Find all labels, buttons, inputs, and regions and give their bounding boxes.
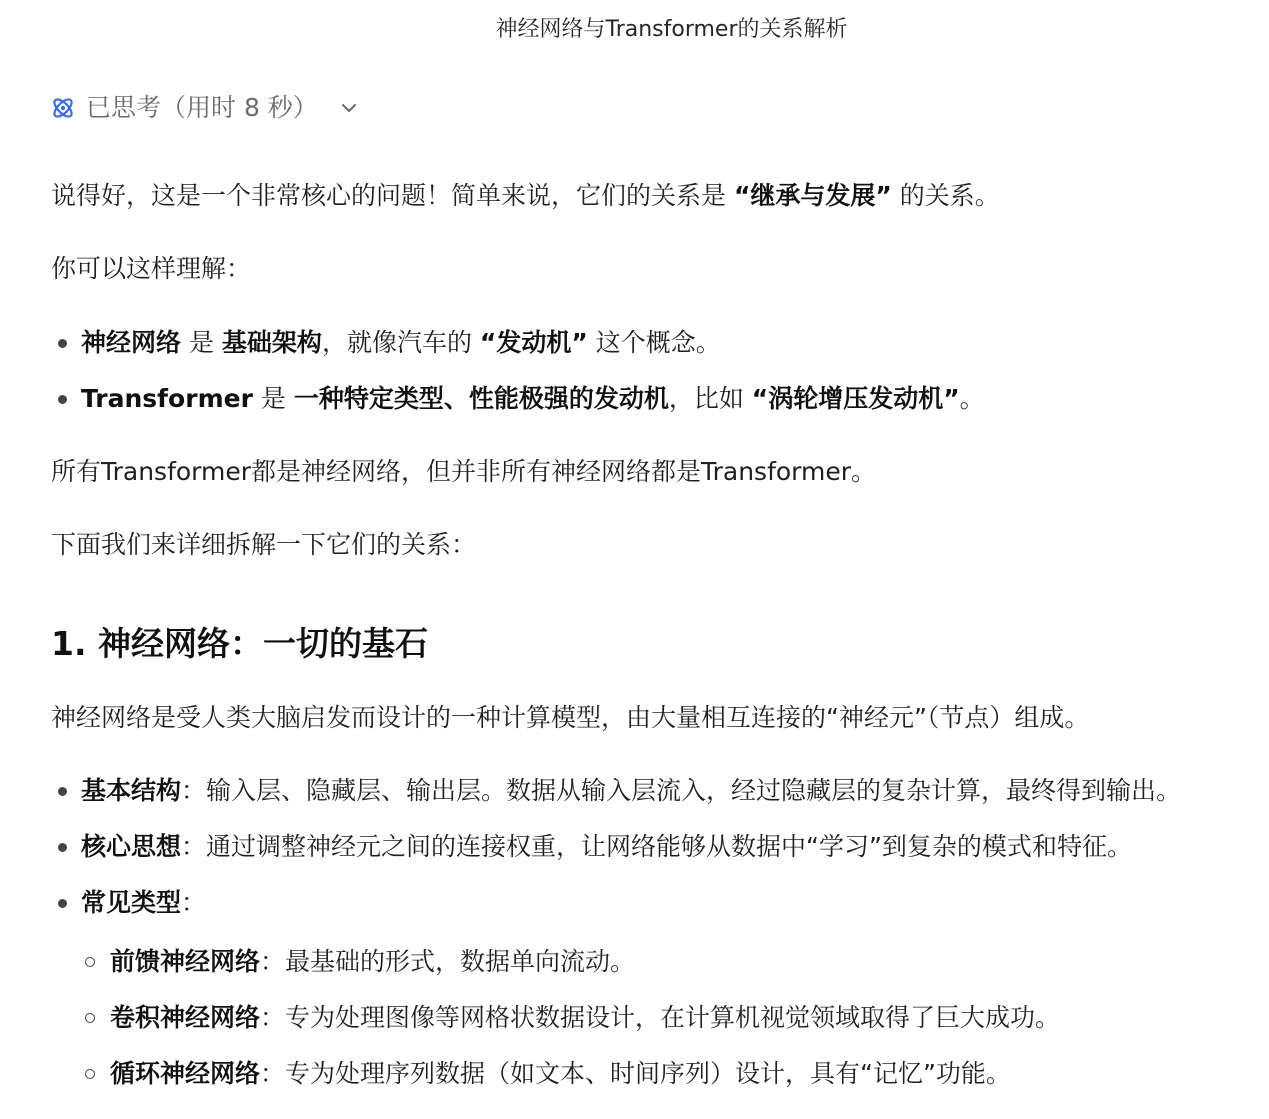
- point-sep: ：: [181, 832, 207, 861]
- analogy-text: 是: [252, 384, 294, 413]
- type-term: 卷积神经网络: [110, 1003, 261, 1032]
- list-item: [51, 1054, 1261, 1094]
- intro-paragraph: [51, 176, 1261, 216]
- detail-intro-paragraph: 下面我们来详细拆解一下它们的关系：: [51, 530, 477, 559]
- point-term: 核心思想: [81, 832, 182, 861]
- analogy-term: 一种特定类型、性能极强的发动机: [293, 384, 669, 413]
- chevron-down-icon[interactable]: [340, 99, 358, 117]
- analogy-text: ，就像汽车的: [321, 328, 480, 357]
- circle-bullet-icon: [85, 1013, 95, 1023]
- bullet-icon: [58, 899, 67, 908]
- circle-bullet-icon: [85, 1069, 95, 1079]
- bullet-icon: [58, 395, 67, 404]
- circle-bullet-icon: [85, 957, 95, 967]
- analogy-term: Transformer: [81, 384, 253, 413]
- type-sep: ：: [260, 1059, 286, 1088]
- answer-content: [51, 176, 1261, 1094]
- type-text: 最基础的形式，数据单向流动。: [285, 947, 636, 976]
- list-item: [51, 827, 1261, 867]
- section-description: 神经网络是受人类大脑启发而设计的一种计算模型，由大量相互连接的“神经元”（节点）组成。: [51, 703, 1090, 732]
- analogy-term: “发动机”: [479, 328, 588, 357]
- point-text: 通过调整神经元之间的连接权重，让网络能够从数据中“学习”到复杂的模式和特征。: [206, 832, 1132, 861]
- analogy-text: 这个概念。: [587, 328, 721, 357]
- network-types-list: [51, 942, 1261, 1094]
- list-item: [51, 942, 1261, 982]
- analogy-list: [51, 323, 1261, 419]
- summary-paragraph: 所有Transformer都是神经网络，但并非所有神经网络都是Transformer。: [51, 457, 877, 486]
- type-sep: ：: [260, 947, 286, 976]
- analogy-term: “涡轮增压发动机”: [751, 384, 960, 413]
- analogy-text: 是: [181, 328, 222, 357]
- point-term: 基本结构: [81, 776, 182, 805]
- type-text: 专为处理图像等网格状数据设计，在计算机视觉领域取得了巨大成功。: [285, 1003, 1061, 1032]
- bullet-icon: [58, 843, 67, 852]
- intro-bold: “继承与发展”: [733, 181, 892, 210]
- analogy-term: 神经网络: [81, 328, 182, 357]
- list-item: [51, 323, 1261, 363]
- thinking-label: 已思考（用时 8 秒）: [86, 93, 318, 122]
- list-item: [51, 883, 1261, 923]
- intro-suffix: 的关系。: [891, 181, 1000, 210]
- section-points: [51, 771, 1261, 923]
- point-term: 常见类型: [81, 888, 182, 917]
- atom-icon: [50, 95, 76, 121]
- bullet-icon: [58, 339, 67, 348]
- page-title: 神经网络与Transformer的关系解析: [495, 17, 848, 42]
- analogy-term: 基础架构: [221, 328, 322, 357]
- analogy-text: ，比如: [668, 384, 752, 413]
- type-term: 循环神经网络: [110, 1059, 261, 1088]
- type-term: 前馈神经网络: [110, 947, 261, 976]
- type-text: 专为处理序列数据（如文本、时间序列）设计，具有“记忆”功能。: [285, 1059, 1011, 1088]
- thinking-toggle[interactable]: [50, 90, 358, 126]
- analogy-text: 。: [959, 384, 985, 413]
- list-item: [51, 998, 1261, 1038]
- intro-text: 说得好，这是一个非常核心的问题！简单来说，它们的关系是: [51, 181, 734, 210]
- type-sep: ：: [260, 1003, 286, 1032]
- point-sep: ：: [181, 776, 207, 805]
- list-item: [51, 379, 1261, 419]
- section-heading: 1. 神经网络：一切的基石: [51, 624, 428, 663]
- point-sep: ：: [181, 888, 207, 917]
- bullet-icon: [58, 787, 67, 796]
- understand-paragraph: 你可以这样理解：: [51, 254, 252, 283]
- point-text: 输入层、隐藏层、输出层。数据从输入层流入，经过隐藏层的复杂计算，最终得到输出。: [206, 776, 1182, 805]
- list-item: [51, 771, 1261, 811]
